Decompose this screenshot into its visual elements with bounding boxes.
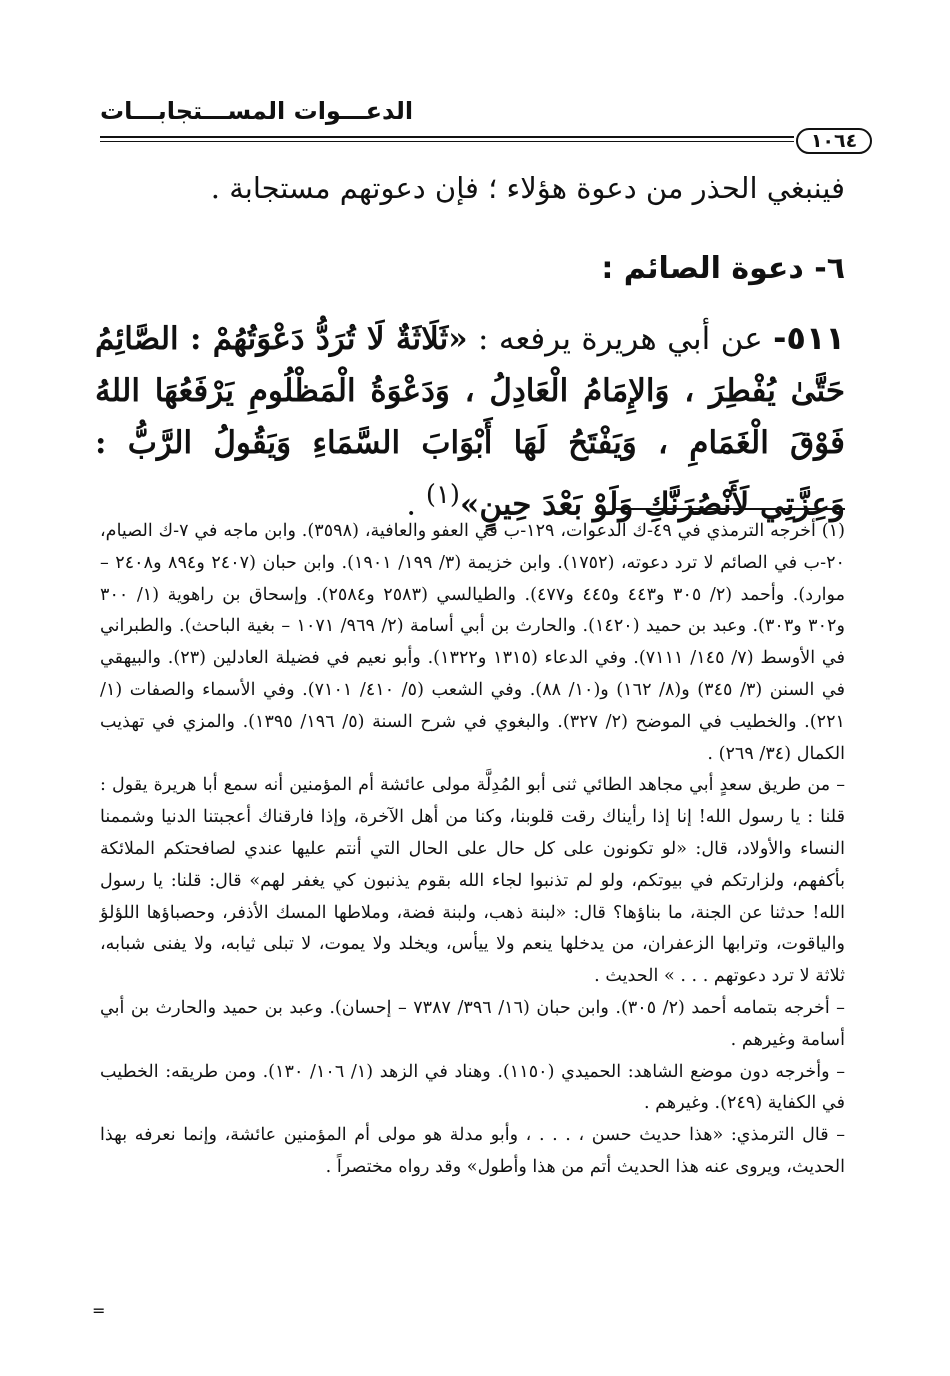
footnote-paragraph: – وأخرجه دون موضع الشاهد: الحميدي (١١٥٠). وهناد في الزهد (١/ ١٠٦/ ١٣٠). ومن طريقه: الخطيب في الكفاية (٢٤٩). وغيرهم . (100, 1061, 845, 1114)
footnote-separator (613, 508, 845, 510)
hadith-text: «ثَلَاثَةٌ لَا تُرَدُّ دَعْوَتُهُمْ : الصَّائِمُ حَتَّىٰ يُفْطِرَ ، وَالإِمَامُ الْعَادِلُ ، وَدَعْوَةُ الْمَظْلُومِ يَرْفَعُهَا اللهُ فَوْقَ الْغَمَامِ ، وَيَفْتَحُ لَهَا أَبْوَابَ السَّمَاءِ وَيَقُولُ الرَّبُّ : وَعِزَّتِي لَأَنْصُرَنَّكِ وَلَوْ بَعْدَ حِينٍ» (95, 321, 845, 523)
intro-line: فينبغي الحذر من دعوة هؤلاء ؛ فإن دعوتهم مستجابة . (210, 171, 845, 205)
header-rule (100, 136, 794, 142)
margin-mark: = (92, 1301, 106, 1320)
footnote-paragraph: – قال الترمذي: «هذا حديث حسن ، . . . ، وأبو مدلة هو مولى أم المؤمنين عائشة، وإنما نعرفه بهذا الحديث، ويروى عنه هذا الحديث أتم من هذا وأطول» وقد رواه مختصراً . (100, 1125, 845, 1177)
hadith-lead: عن أبي هريرة يرفعه : (477, 321, 763, 357)
running-header (100, 95, 872, 125)
footnote-reference: (١) (425, 480, 460, 510)
section-heading: ٦- دعوة الصائم : (601, 251, 845, 286)
running-title: الدعـــوات المســـتجابـــات (100, 97, 414, 125)
footnote-paragraph: – من طريق سعدٍ أبي مجاهد الطائي ثنى أبو المُدِلَّة مولى عائشة أم المؤمنين أنه سمع أبا هريرة يقول : قلنا : يا رسول الله! إنا إذا رأيناك رقت قلوبنا، وكنا من أهل الآخرة، وإذا فارقناك أعجبتنا الدنيا وشممنا النساء والأولاد، قال: «لو تكونون على كل حال على الحال التي أنتم عليها عندي لصافحتكم الملائكة بأكفهم، ولزارتكم في بيوتكم، ولو لم تذنبوا لجاء الله بقوم يذنبون كي يغفر لهم» قال: قلنا: يا رسول الله! حدثنا عن الجنة، ما بناؤها؟ قال: «لبنة ذهب، ولبنة فضة، وملاطها المسك الأذفر، وحصباؤها اللؤلؤ والياقوت، وترابها الزعفران، من يدخلها ينعم ولا ييأس، ويخلد ولا يموت، لا تبلى ثيابه، ولا يفنى شبابه، ثلاثة لا ترد دعوتهم . . . » الحديث . (100, 775, 845, 987)
footnotes (100, 516, 845, 1184)
footnote-paragraph: – أخرجه بتمامه أحمد (٢/ ٣٠٥). وابن حبان (١٦/ ٣٩٦/ ٧٣٨٧ – إحسان). وعبد بن حميد والحارث بن أبي أسامة وغيرهم . (100, 997, 845, 1050)
hadith-end: . (406, 486, 426, 523)
hadith-number: ٥١١- (773, 319, 846, 357)
hadith-paragraph (95, 312, 845, 530)
header-rule-bar (100, 128, 872, 158)
footnote-paragraph: (١) أخرجه الترمذي في ٤٩-ك الدعوات، ١٢٩-ب في العفو والعافية، (٣٥٩٨). وابن ماجه في ٧-ك الصيام، ٢٠-ب في الصائم لا ترد دعوته، (١٧٥٢). وابن خزيمة (٣/ ١٩٩/ ١٩٠١). وابن حبان (٢٤٠٧ و٨٩٤ و٢٤٠٨ – موارد). وأحمد (٢/ ٣٠٥ و٤٤٣ و٤٤٥ و٤٧٧). والطيالسي (٢٥٨٣ و٢٥٨٤). وإسحاق بن راهوية (١/ ٣٠٠ و٣٠٢ و٣٠٣). وعبد بن حميد (١٤٢٠). والحارث بن أبي أسامة (٢/ ٩٦٩/ ١٠٧١ – بغية الباحث). والطبراني في الأوسط (٧/ ١٤٥/ ٧١١١). وفي الدعاء (١٣١٥ و١٣٢٢). وأبو نعيم في فضيلة العادلين (٢٣). والبيهقي في السنن (٣/ ٣٤٥) و(٨/ ١٦٢) و(١٠/ ٨٨). وفي الشعب (٥/ ٤١٠/ ٧١٠١). وفي الأسماء والصفات (١/ ٢٢١). والخطيب في الموضح (٢/ ٣٢٧). والبغوي في شرح السنة (٥/ ١٩٦/ ١٣٩٥). والمزي في تهذيب الكمال (٣٤/ ٢٦٩) . (100, 521, 846, 764)
page-number: ١٠٦٤ (796, 128, 872, 154)
